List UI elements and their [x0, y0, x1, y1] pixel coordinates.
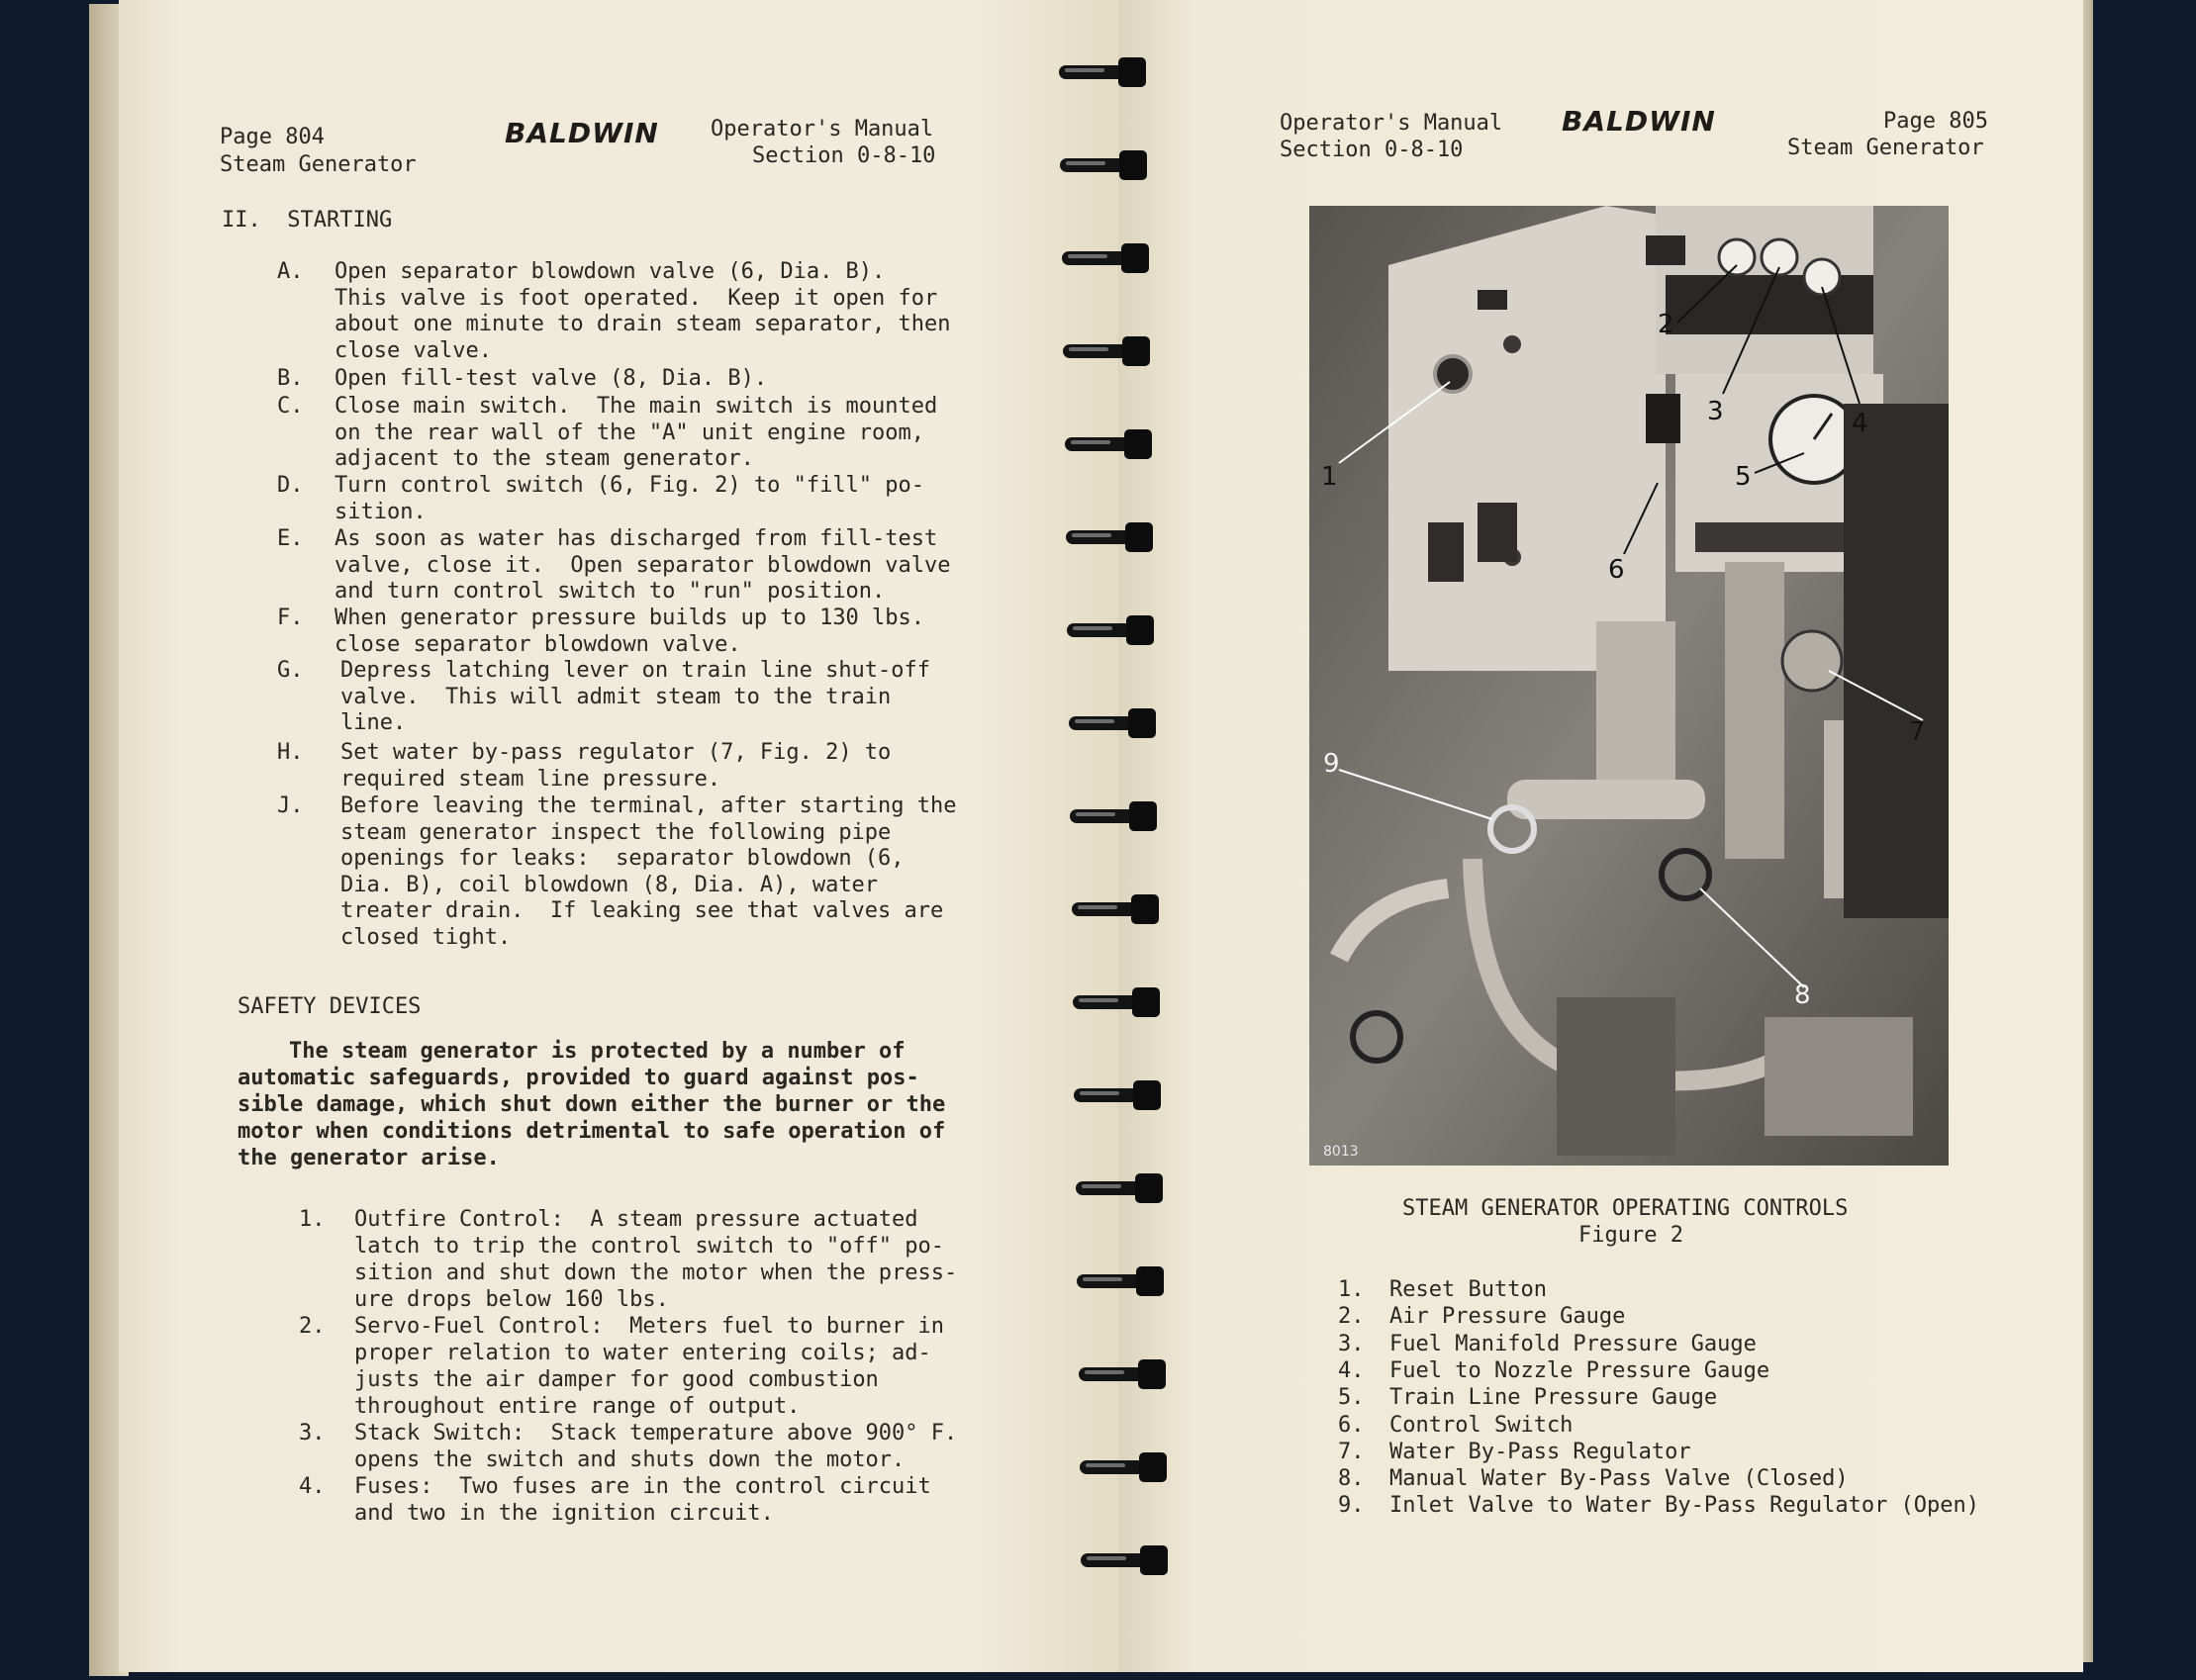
step-line: adjacent to the steam generator. [334, 446, 754, 471]
binding-ring [1076, 1173, 1165, 1203]
legend-label: Fuel Manifold Pressure Gauge [1389, 1331, 1757, 1356]
binding-ring [1072, 894, 1161, 924]
step-line: line. [340, 710, 407, 735]
step-line: Turn control switch (6, Fig. 2) to "fill" po- [334, 473, 925, 498]
binding-ring [1066, 522, 1155, 552]
binding-ring [1074, 1080, 1163, 1110]
step-line: valve, close it. Open separator blowdown valve [334, 552, 951, 578]
binding-ring [1062, 243, 1151, 273]
device-number: 3. [299, 1421, 326, 1446]
device-line: justs the air damper for good combustion [354, 1367, 879, 1392]
legend-label: Fuel to Nozzle Pressure Gauge [1389, 1357, 1770, 1383]
photo-stamp: 8013 [1323, 1144, 1359, 1160]
step-line: and turn control switch to "run" position. [334, 579, 886, 604]
step-line: closed tight. [340, 924, 512, 950]
page-subject: Steam Generator [220, 152, 417, 177]
safety-intro-line: motor when conditions detrimental to safe operation of [238, 1119, 946, 1144]
step-line: close valve. [334, 337, 492, 363]
device-line: Stack Switch: Stack temperature above 900° F. [354, 1421, 958, 1446]
figure-number: Figure 2 [1578, 1223, 1683, 1248]
binding-ring [1060, 150, 1149, 180]
legend-number: 3. [1338, 1331, 1365, 1356]
step-letter: D. [277, 473, 304, 498]
figure-title: STEAM GENERATOR OPERATING CONTROLS [1402, 1196, 1849, 1221]
legend-label: Water By-Pass Regulator [1389, 1439, 1691, 1464]
step-line: Depress latching lever on train line shut-off [340, 658, 931, 683]
callout-7: 7 [1909, 717, 1926, 747]
step-line: Before leaving the terminal, after starting the [340, 793, 957, 818]
step-line: close separator blowdown valve. [334, 631, 741, 657]
step-line: Dia. B), coil blowdown (8, Dia. A), water [340, 872, 879, 897]
device-number: 1. [299, 1207, 326, 1232]
step-line: treater drain. If leaking see that valves are [340, 898, 944, 923]
binding-ring [1073, 987, 1162, 1017]
device-line: proper relation to water entering coils; ad- [354, 1341, 931, 1365]
manual-title: Operator's Manual [1280, 111, 1503, 136]
binding-ring [1077, 1266, 1166, 1296]
legend-number: 9. [1338, 1493, 1365, 1519]
callout-1: 1 [1321, 462, 1338, 492]
manual-title: Operator's Manual [711, 117, 934, 141]
legend-label: Reset Button [1389, 1277, 1547, 1302]
section-number: Section 0-8-10 [1280, 138, 1464, 162]
legend-number: 4. [1338, 1357, 1365, 1383]
page-subject: Steam Generator [1787, 136, 1984, 160]
binding-ring [1080, 1452, 1169, 1482]
legend-number: 6. [1338, 1412, 1365, 1438]
left-page [119, 0, 1118, 1672]
step-line: As soon as water has discharged from fill-test [334, 526, 938, 551]
step-line: Set water by-pass regulator (7, Fig. 2) to [340, 740, 892, 765]
safety-intro-line: automatic safeguards, provided to guard against pos- [238, 1066, 919, 1090]
device-line: opens the switch and shuts down the motor. [354, 1447, 906, 1472]
legend-number: 8. [1338, 1466, 1365, 1492]
brand-logo: BALDWIN [505, 117, 659, 149]
step-line: Close main switch. The main switch is mounted [334, 394, 938, 419]
callout-8: 8 [1794, 980, 1811, 1010]
callout-6: 6 [1608, 555, 1625, 585]
safety-intro-line: sible damage, which shut down either the burner or the [238, 1092, 946, 1117]
device-line: ure drops below 160 lbs. [354, 1287, 669, 1312]
safety-intro-line: The steam generator is protected by a number of [289, 1039, 906, 1064]
step-line: openings for leaks: separator blowdown (6, [340, 846, 905, 871]
safety-intro-line: the generator arise. [238, 1146, 500, 1170]
legend-label: Train Line Pressure Gauge [1389, 1385, 1718, 1411]
step-line: valve. This will admit steam to the train [340, 684, 892, 709]
legend-number: 1. [1338, 1277, 1365, 1302]
binding-ring [1067, 615, 1156, 645]
page-number: Page 804 [220, 125, 325, 149]
step-letter: H. [277, 740, 304, 765]
step-letter: C. [277, 394, 304, 419]
binding-ring [1081, 1545, 1170, 1575]
legend-number: 2. [1338, 1304, 1365, 1330]
photo-illustration [1309, 206, 1949, 1166]
brand-logo: BALDWIN [1562, 105, 1716, 138]
step-line: Open fill-test valve (8, Dia. B). [334, 366, 768, 391]
binding-ring [1070, 801, 1159, 831]
safety-heading: SAFETY DEVICES [238, 994, 422, 1019]
step-line: This valve is foot operated. Keep it open for [334, 285, 938, 311]
legend-label: Control Switch [1389, 1412, 1574, 1438]
binding-ring [1063, 336, 1152, 366]
step-letter: F. [277, 606, 304, 630]
device-line: and two in the ignition circuit. [354, 1501, 774, 1526]
binding-ring [1065, 429, 1154, 459]
binding-ring [1059, 57, 1148, 87]
legend-label: Air Pressure Gauge [1389, 1304, 1626, 1330]
callout-3: 3 [1707, 397, 1724, 426]
legend-number: 7. [1338, 1439, 1365, 1464]
device-number: 4. [299, 1474, 326, 1499]
step-line: on the rear wall of the "A" unit engine room, [334, 420, 925, 445]
legend-label: Inlet Valve to Water By-Pass Regulator (Open) [1389, 1493, 1980, 1519]
legend-number: 5. [1338, 1385, 1365, 1411]
callout-4: 4 [1852, 409, 1868, 438]
binding-ring [1069, 708, 1158, 738]
device-line: Fuses: Two fuses are in the control circuit [354, 1474, 931, 1499]
step-line: about one minute to drain steam separator, then [334, 312, 951, 336]
section-heading: II. STARTING [222, 208, 393, 233]
step-letter: J. [277, 793, 304, 818]
callout-5: 5 [1735, 462, 1752, 492]
device-line: Servo-Fuel Control: Meters fuel to burner in [354, 1314, 945, 1339]
step-letter: G. [277, 658, 304, 683]
device-line: Outfire Control: A steam pressure actuated [354, 1207, 918, 1232]
step-letter: A. [277, 259, 304, 284]
step-line: sition. [334, 499, 427, 524]
device-number: 2. [299, 1314, 326, 1339]
device-line: latch to trip the control switch to "off" po- [354, 1234, 945, 1259]
step-line: required steam line pressure. [340, 766, 721, 792]
callout-2: 2 [1658, 310, 1674, 339]
step-letter: E. [277, 526, 304, 551]
binding-ring [1079, 1359, 1168, 1389]
device-line: sition and shut down the motor when the press- [354, 1260, 958, 1285]
step-line: Open separator blowdown valve (6, Dia. B). [334, 259, 886, 284]
callout-9: 9 [1323, 749, 1340, 779]
device-line: throughout entire range of output. [354, 1394, 801, 1419]
step-letter: B. [277, 366, 304, 391]
step-line: steam generator inspect the following pipe [340, 819, 892, 845]
legend-label: Manual Water By-Pass Valve (Closed) [1389, 1466, 1849, 1492]
page-number: Page 805 [1883, 109, 1988, 134]
step-line: When generator pressure builds up to 130 lbs. [334, 606, 925, 630]
section-number: Section 0-8-10 [752, 143, 936, 168]
steam-generator-photo [1309, 206, 1949, 1166]
